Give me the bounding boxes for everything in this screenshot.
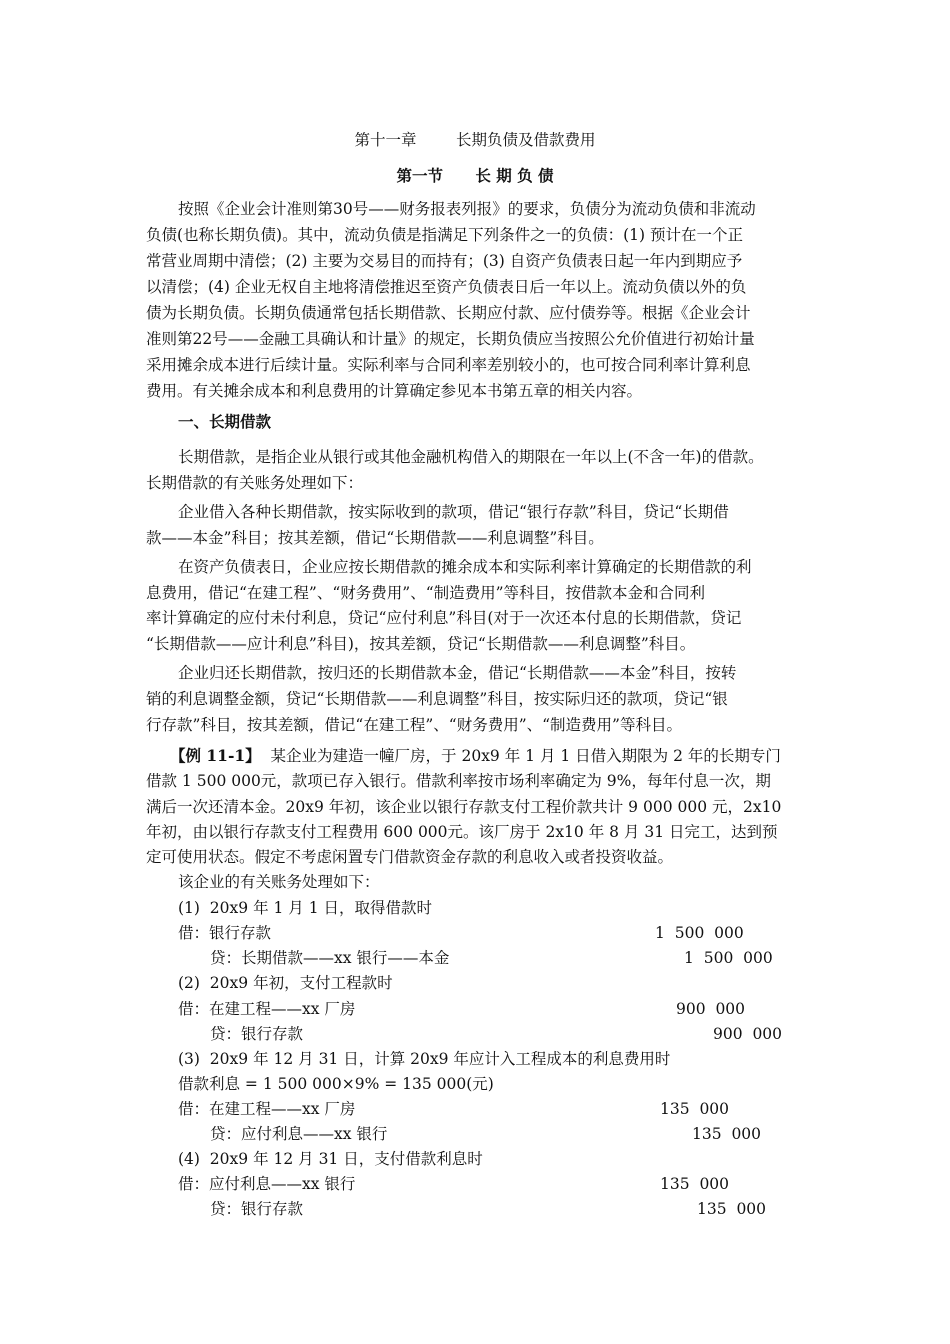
entry-label: (1) 20x9 年 1 月 1 日，取得借款时 (178, 899, 432, 917)
debit-amount: 135 000 (660, 1175, 730, 1193)
paragraph-line: 行存款”科目，按其差额，借记“在建工程”、“财务费用”、“制造费用”等科目。 (146, 716, 682, 734)
example-line: 满后一次还清本金。20x9 年初，该企业以银行存款支付工程价款共计 9 000 000 元，2x10 (146, 798, 782, 816)
paragraph-line: 在资产负债表日，企业应按长期借款的摊余成本和实际利率计算确定的长期借款的利 (178, 558, 752, 576)
example-tag: 【例 11-1】 (170, 746, 261, 765)
paragraph-line: “长期借款——应计利息”科目)，按其差额，贷记“长期借款——利息调整”科目。 (146, 635, 696, 653)
credit-amount: 135 000 (692, 1125, 762, 1143)
paragraph-line: 企业归还长期借款，按归还的长期借款本金，借记“长期借款——本金”科目，按转 (178, 664, 737, 682)
paragraph-line: 企业借入各种长期借款，按实际收到的款项，借记“银行存款”科目，贷记“长期借 (178, 503, 729, 521)
paragraph-line: 负债(也称长期负债)。其中，流动负债是指满足下列条件之一的负债：(1) 预计在一个正 (146, 226, 743, 244)
debit-account: 借：银行存款 (178, 924, 272, 942)
credit-account: 贷：应付利息——xx 银行 (210, 1125, 388, 1143)
paragraph-line: 长期借款的有关账务处理如下： (146, 474, 364, 492)
credit-amount: 900 000 (713, 1025, 783, 1043)
debit-account: 借：在建工程——xx 厂房 (178, 1000, 356, 1018)
paragraph-line: 款——本金”科目；按其差额，借记“长期借款——利息调整”科目。 (146, 529, 604, 547)
debit-amount: 1 500 000 (655, 924, 744, 942)
chapter-title: 第十一章 长期负债及借款费用 (354, 131, 596, 149)
interest-formula: 借款利息 = 1 500 000×9% = 135 000(元) (178, 1075, 494, 1093)
paragraph-line: 采用摊余成本进行后续计量。实际利率与合同利率差别较小的，也可按合同利率计算利息 (146, 356, 751, 374)
debit-amount: 135 000 (660, 1100, 730, 1118)
entry-label: (2) 20x9 年初，支付工程款时 (178, 974, 393, 992)
debit-account: 借：应付利息——xx 银行 (178, 1175, 356, 1193)
credit-account: 贷：银行存款 (210, 1025, 304, 1043)
paragraph-line: 息费用，借记“在建工程”、“财务费用”、“制造费用”等科目，按借款本金和合同利 (146, 584, 706, 602)
credit-account: 贷：银行存款 (210, 1200, 304, 1218)
paragraph-line: 长期借款，是指企业从银行或其他金融机构借入的期限在一年以上(不含一年)的借款。 (178, 448, 764, 466)
paragraph-line: 率计算确定的应付未付利息，贷记“应付利息”科目(对于一次还本付息的长期借款，贷记 (146, 609, 742, 627)
debit-account: 借：在建工程——xx 厂房 (178, 1100, 356, 1118)
example-text: 某企业为建造一幢厂房，于 20x9 年 1 月 1 日借入期限为 2 年的长期专门 (260, 747, 781, 765)
subheading: 一、长期借款 (178, 412, 272, 431)
example-line: 借款 1 500 000元，款项已存入银行。借款利率按市场利率确定为 9%，每年付息一次，期 (146, 772, 771, 790)
paragraph-line: 费用。有关摊余成本和利息费用的计算确定参见本书第五章的相关内容。 (146, 382, 643, 400)
debit-amount: 900 000 (676, 1000, 746, 1018)
paragraph-line: 常营业周期中清偿；(2) 主要为交易目的而持有；(3) 自资产负债表日起一年内到期应予 (146, 252, 743, 270)
paragraph-line: 准则第22号——金融工具确认和计量》的规定，长期负债应当按照公允价值进行初始计量 (146, 330, 755, 348)
paragraph-line: 按照《企业会计准则第30号——财务报表列报》的要求，负债分为流动负债和非流动 (178, 200, 756, 218)
entries-intro: 该企业的有关账务处理如下： (178, 873, 380, 891)
paragraph-line: 债为长期负债。长期负债通常包括长期借款、长期应付款、应付债券等。根据《企业会计 (146, 304, 751, 322)
entry-label: (4) 20x9 年 12 月 31 日，支付借款利息时 (178, 1150, 483, 1168)
section-title: 第一节 长 期 负 债 (396, 166, 554, 185)
credit-amount: 135 000 (697, 1200, 767, 1218)
entry-label: (3) 20x9 年 12 月 31 日，计算 20x9 年应计入工程成本的利息费用时 (178, 1050, 671, 1068)
credit-amount: 1 500 000 (684, 949, 773, 967)
paragraph-line: 以清偿；(4) 企业无权自主地将清偿推迟至资产负债表日后一年以上。流动负债以外的负 (146, 278, 747, 296)
credit-account: 贷：长期借款——xx 银行——本金 (210, 949, 450, 967)
paragraph-line: 销的利息调整金额，贷记“长期借款——利息调整”科目，按实际归还的款项，贷记“银 (146, 690, 728, 708)
example-line: 年初，由以银行存款支付工程费用 600 000元。该厂房于 2x10 年 8 月 31 日完工，达到预 (146, 823, 778, 841)
example-first-line (170, 748, 781, 765)
example-line: 定可使用状态。假定不考虑闲置专门借款资金存款的利息收入或者投资收益。 (146, 848, 674, 866)
